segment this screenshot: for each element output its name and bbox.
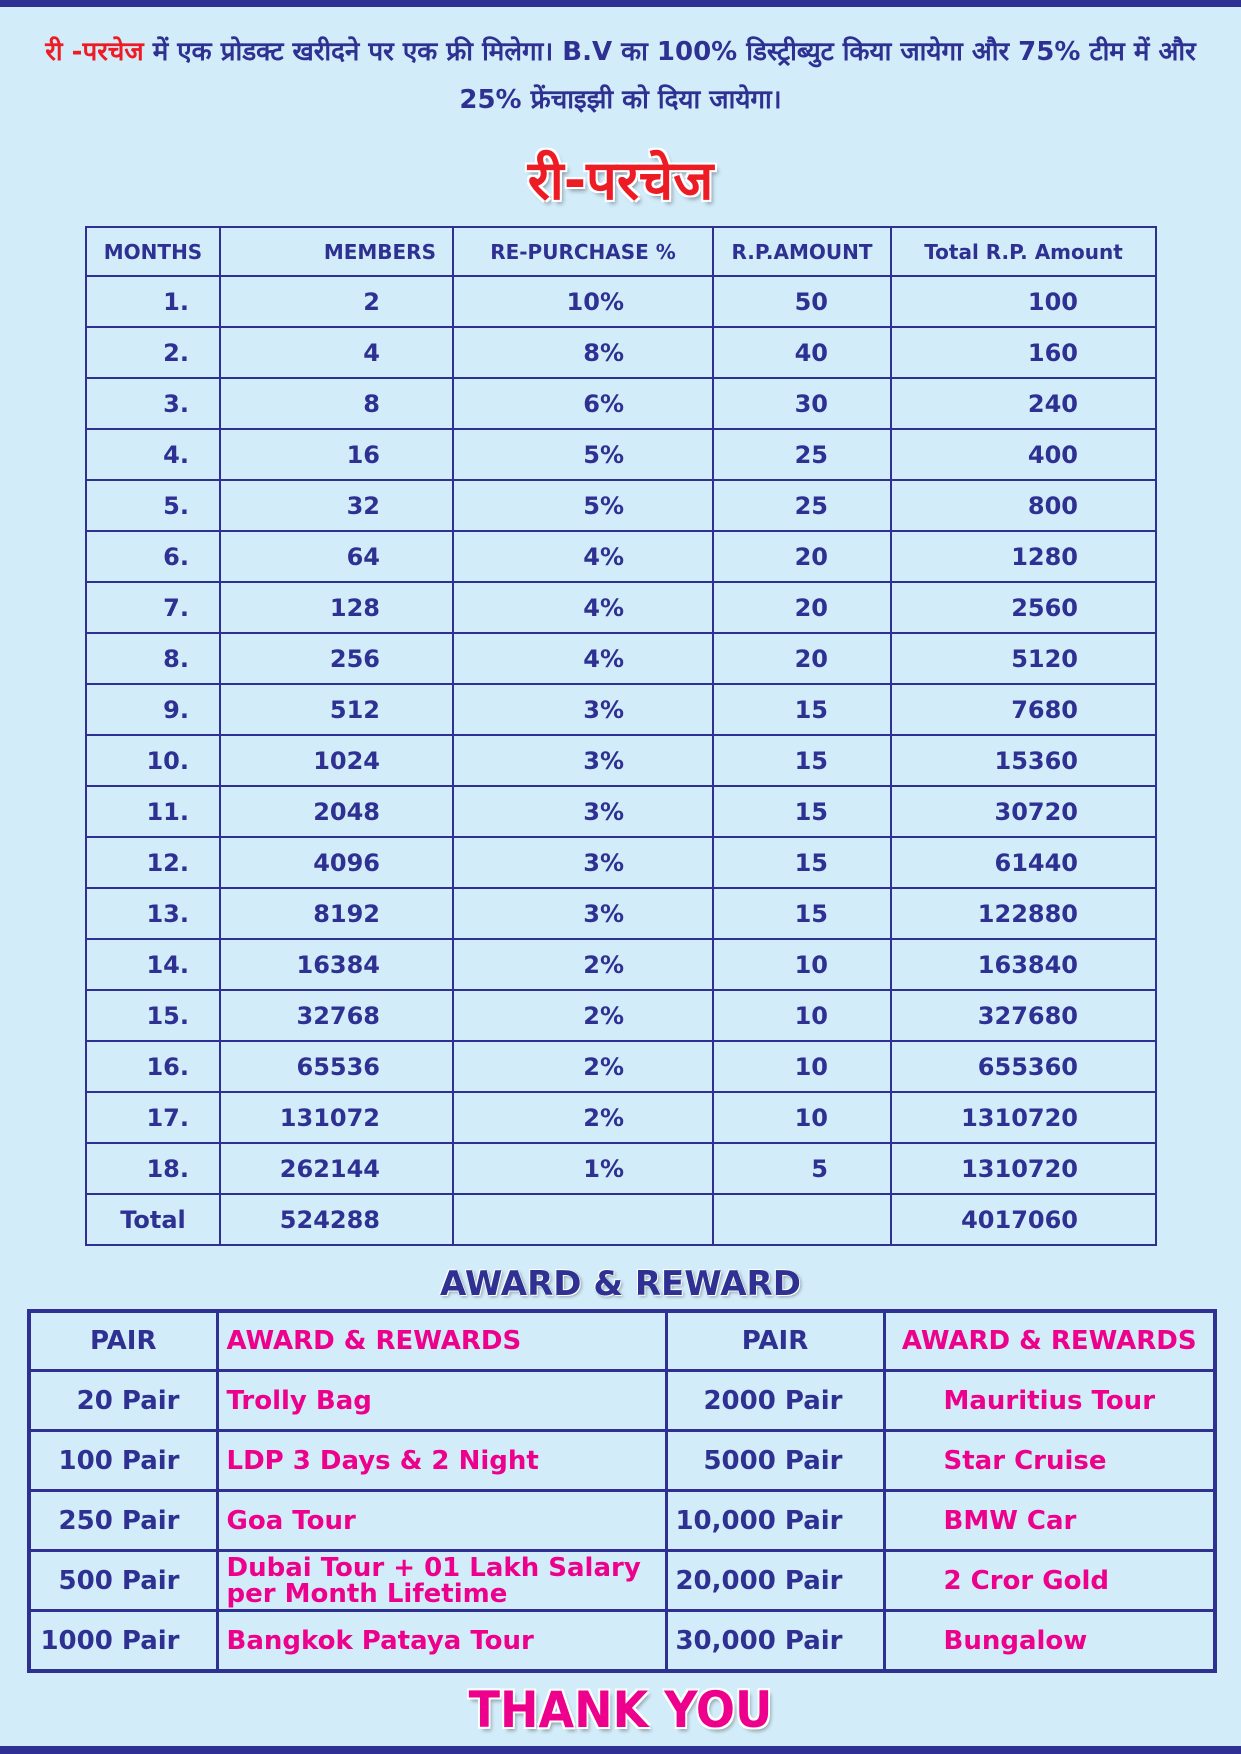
award-row xyxy=(29,1551,1215,1611)
members-cell: 512 xyxy=(220,684,453,735)
award-cell: BMW Car xyxy=(884,1491,1215,1551)
award-section-title: AWARD & REWARD xyxy=(440,1264,801,1304)
total-rp-amount-cell: 5120 xyxy=(891,633,1156,684)
members-cell: 1024 xyxy=(220,735,453,786)
total-row xyxy=(86,1194,1156,1245)
pair-count-cell: 1000 Pair xyxy=(29,1611,217,1672)
total-rp-amount-cell: 240 xyxy=(891,378,1156,429)
repurchase-percent-cell: 2% xyxy=(453,939,713,990)
award-cell: 2 Cror Gold xyxy=(884,1551,1215,1611)
pair-count-cell: 100 Pair xyxy=(29,1431,217,1491)
repurchase-percent-cell: 3% xyxy=(453,837,713,888)
column-header-repurchase-percent: RE-PURCHASE % xyxy=(453,227,713,276)
month-cell: 4. xyxy=(86,429,220,480)
table-row xyxy=(86,582,1156,633)
table-row xyxy=(86,1143,1156,1194)
month-cell: 10. xyxy=(86,735,220,786)
members-cell: 131072 xyxy=(220,1092,453,1143)
repurchase-percent-cell: 6% xyxy=(453,378,713,429)
total-rp-amount-cell: 1310720 xyxy=(891,1143,1156,1194)
award-header-rewards: AWARD & REWARDS xyxy=(217,1311,666,1371)
table-row xyxy=(86,378,1156,429)
rp-amount-cell: 40 xyxy=(713,327,891,378)
repurchase-percent-cell: 3% xyxy=(453,735,713,786)
repurchase-percent-cell: 2% xyxy=(453,990,713,1041)
total-rp-amount-cell xyxy=(713,1194,891,1245)
rp-amount-cell: 15 xyxy=(713,837,891,888)
rp-amount-cell: 30 xyxy=(713,378,891,429)
top-border xyxy=(0,0,1241,7)
total-rp-amount-cell: 122880 xyxy=(891,888,1156,939)
month-cell: 7. xyxy=(86,582,220,633)
award-cell: Bungalow xyxy=(884,1611,1215,1672)
rp-amount-cell: 10 xyxy=(713,990,891,1041)
rp-amount-cell: 20 xyxy=(713,531,891,582)
total-rp-amount-cell: 655360 xyxy=(891,1041,1156,1092)
rp-amount-cell: 10 xyxy=(713,1041,891,1092)
pair-count-cell: 500 Pair xyxy=(29,1551,217,1611)
month-cell: 1. xyxy=(86,276,220,327)
members-cell: 2048 xyxy=(220,786,453,837)
rp-amount-cell: 10 xyxy=(713,939,891,990)
total-total-rp-amount-cell: 4017060 xyxy=(891,1194,1156,1245)
table-row xyxy=(86,327,1156,378)
column-header-rp-amount: R.P.AMOUNT xyxy=(713,227,891,276)
month-cell: 14. xyxy=(86,939,220,990)
rp-amount-cell: 20 xyxy=(713,633,891,684)
rp-amount-cell: 25 xyxy=(713,429,891,480)
repurchase-percent-cell: 4% xyxy=(453,633,713,684)
repurchase-percent-cell: 1% xyxy=(453,1143,713,1194)
total-rp-amount-cell: 327680 xyxy=(891,990,1156,1041)
award-table xyxy=(27,1309,1217,1673)
month-cell: 9. xyxy=(86,684,220,735)
total-rp-amount-cell: 160 xyxy=(891,327,1156,378)
table-header-row xyxy=(86,227,1156,276)
repurchase-percent-cell: 2% xyxy=(453,1041,713,1092)
rp-amount-cell: 15 xyxy=(713,888,891,939)
members-cell: 65536 xyxy=(220,1041,453,1092)
rp-amount-cell: 15 xyxy=(713,786,891,837)
repurchase-percent-cell: 8% xyxy=(453,327,713,378)
table-row xyxy=(86,786,1156,837)
month-cell: 15. xyxy=(86,990,220,1041)
members-cell: 8 xyxy=(220,378,453,429)
repurchase-percent-cell: 3% xyxy=(453,786,713,837)
total-rp-amount-cell: 30720 xyxy=(891,786,1156,837)
total-members-cell: 524288 xyxy=(220,1194,453,1245)
month-cell: 12. xyxy=(86,837,220,888)
pair-count-cell: 5000 Pair xyxy=(666,1431,884,1491)
pair-count-cell: 20,000 Pair xyxy=(666,1551,884,1611)
table-row xyxy=(86,735,1156,786)
award-row xyxy=(29,1431,1215,1491)
total-rp-amount-cell: 800 xyxy=(891,480,1156,531)
award-row xyxy=(29,1611,1215,1672)
award-row xyxy=(29,1371,1215,1431)
intro-body: में एक प्रोडक्ट खरीदने पर एक फ्री मिलेगा। B.V का 100% डिस्ट्रीब्युट किया जायेगा और 75% टीम में और 25% फ्रेंचाइझी को दिया जायेगा। xyxy=(143,37,1196,115)
rp-amount-cell: 50 xyxy=(713,276,891,327)
column-header-months: MONTHS xyxy=(86,227,220,276)
rp-amount-cell: 25 xyxy=(713,480,891,531)
table-row xyxy=(86,429,1156,480)
award-row xyxy=(29,1491,1215,1551)
thank-you-banner: THANK YOU xyxy=(468,1681,773,1739)
members-cell: 4096 xyxy=(220,837,453,888)
month-cell: 3. xyxy=(86,378,220,429)
rp-amount-cell: 10 xyxy=(713,1092,891,1143)
repurchase-percent-cell: 2% xyxy=(453,1092,713,1143)
repurchase-percent-cell: 5% xyxy=(453,429,713,480)
members-cell: 256 xyxy=(220,633,453,684)
repurchase-percent-cell: 4% xyxy=(453,582,713,633)
page-title: री-परचेज xyxy=(527,149,714,212)
month-cell: 2. xyxy=(86,327,220,378)
month-cell: 6. xyxy=(86,531,220,582)
table-row xyxy=(86,684,1156,735)
award-cell: Mauritius Tour xyxy=(884,1371,1215,1431)
month-cell: 17. xyxy=(86,1092,220,1143)
table-row xyxy=(86,837,1156,888)
table-row xyxy=(86,990,1156,1041)
total-rp-amount-cell: 100 xyxy=(891,276,1156,327)
rp-amount-cell: 15 xyxy=(713,735,891,786)
table-row xyxy=(86,633,1156,684)
award-cell: Goa Tour xyxy=(217,1491,666,1551)
members-cell: 16384 xyxy=(220,939,453,990)
members-cell: 32 xyxy=(220,480,453,531)
total-rp-amount-cell: 2560 xyxy=(891,582,1156,633)
repurchase-percent-cell: 4% xyxy=(453,531,713,582)
month-cell: 5. xyxy=(86,480,220,531)
repurchase-percent-cell: 10% xyxy=(453,276,713,327)
members-cell: 32768 xyxy=(220,990,453,1041)
table-row xyxy=(86,480,1156,531)
table-row xyxy=(86,939,1156,990)
intro-highlight: री -परचेज xyxy=(45,37,144,67)
members-cell: 4 xyxy=(220,327,453,378)
total-rp-amount-cell: 61440 xyxy=(891,837,1156,888)
members-cell: 64 xyxy=(220,531,453,582)
award-cell: Star Cruise xyxy=(884,1431,1215,1491)
rp-amount-cell: 20 xyxy=(713,582,891,633)
table-row xyxy=(86,276,1156,327)
intro-text xyxy=(30,28,1211,124)
bottom-border xyxy=(0,1746,1241,1754)
award-header-rewards: AWARD & REWARDS xyxy=(884,1311,1215,1371)
pair-count-cell: 20 Pair xyxy=(29,1371,217,1431)
award-header-pair: PAIR xyxy=(666,1311,884,1371)
rp-amount-cell: 15 xyxy=(713,684,891,735)
rp-amount-cell: 5 xyxy=(713,1143,891,1194)
members-cell: 16 xyxy=(220,429,453,480)
pair-count-cell: 2000 Pair xyxy=(666,1371,884,1431)
award-cell: LDP 3 Days & 2 Night xyxy=(217,1431,666,1491)
repurchase-percent-cell: 3% xyxy=(453,888,713,939)
award-header-row xyxy=(29,1311,1215,1371)
members-cell: 262144 xyxy=(220,1143,453,1194)
total-rp-amount-cell: 1280 xyxy=(891,531,1156,582)
table-row xyxy=(86,888,1156,939)
column-header-members: MEMBERS xyxy=(220,227,453,276)
month-cell: 18. xyxy=(86,1143,220,1194)
month-cell: 11. xyxy=(86,786,220,837)
total-rp-amount-cell: 400 xyxy=(891,429,1156,480)
repurchase-percent-cell: 5% xyxy=(453,480,713,531)
members-cell: 128 xyxy=(220,582,453,633)
table-row xyxy=(86,1041,1156,1092)
month-cell: 8. xyxy=(86,633,220,684)
members-cell: 2 xyxy=(220,276,453,327)
repurchase-table xyxy=(85,226,1157,1246)
month-cell: 16. xyxy=(86,1041,220,1092)
pair-count-cell: 250 Pair xyxy=(29,1491,217,1551)
repurchase-percent-cell: 3% xyxy=(453,684,713,735)
pair-count-cell: 30,000 Pair xyxy=(666,1611,884,1672)
column-header-total-rp-amount: Total R.P. Amount xyxy=(891,227,1156,276)
award-cell: Bangkok Pataya Tour xyxy=(217,1611,666,1672)
award-cell: Dubai Tour + 01 Lakh Salary per Month Lifetime xyxy=(217,1551,666,1611)
award-cell: Trolly Bag xyxy=(217,1371,666,1431)
total-rp-amount-cell: 163840 xyxy=(891,939,1156,990)
total-rp-amount-cell: 1310720 xyxy=(891,1092,1156,1143)
award-header-pair: PAIR xyxy=(29,1311,217,1371)
total-label: Total xyxy=(86,1194,220,1245)
total-repurchase-percent-cell xyxy=(453,1194,713,1245)
members-cell: 8192 xyxy=(220,888,453,939)
pair-count-cell: 10,000 Pair xyxy=(666,1491,884,1551)
month-cell: 13. xyxy=(86,888,220,939)
table-row xyxy=(86,531,1156,582)
total-rp-amount-cell: 7680 xyxy=(891,684,1156,735)
total-rp-amount-cell: 15360 xyxy=(891,735,1156,786)
table-row xyxy=(86,1092,1156,1143)
